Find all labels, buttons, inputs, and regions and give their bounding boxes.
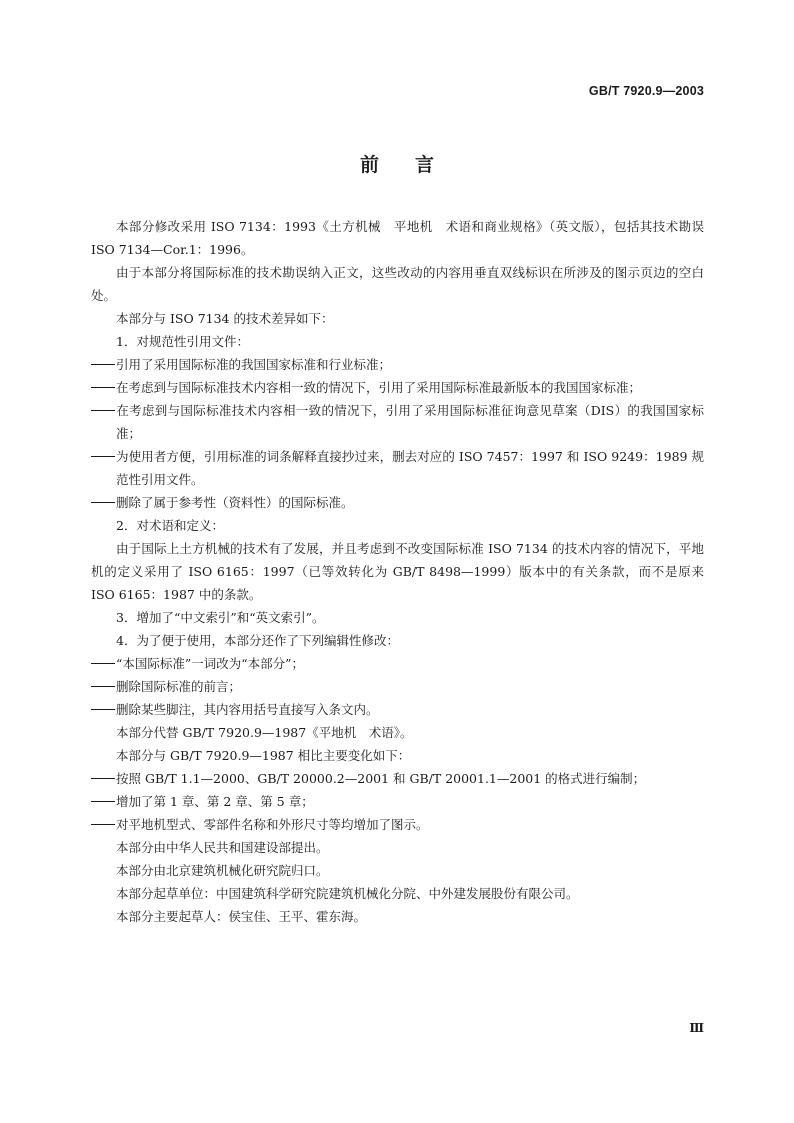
- em-dash-marker: [91, 502, 115, 503]
- dash-item: 增加了第 1 章、第 2 章、第 5 章；: [91, 790, 704, 813]
- list-heading-normative-references: 1．对规范性引用文件：: [116, 334, 249, 349]
- paragraph-definition-change: 由于国际上土方机械的技术有了发展，并且考虑到不改变国际标准 ISO 7134 的技术内容的情况下，平地机的定义采用了 ISO 6165：1997（已等效转化为 GB/T 8498—1999）版本中的有关条款，而不是原来 ISO 6165：1987 中的条款。: [91, 541, 704, 602]
- dash-item: 按照 GB/T 1.1—2000、GB/T 20000.2—2001 和 GB/T 20001.1—2001 的格式进行编制；: [91, 767, 704, 790]
- dash-item: 删除了属于参考性（资料性）的国际标准。: [91, 491, 704, 514]
- paragraph-administrator: 本部分由北京建筑机械化研究院归口。: [116, 863, 329, 878]
- list-heading-terms: 2．对术语和定义：: [116, 518, 224, 533]
- dash-item: 删除国际标准的前言；: [91, 675, 704, 698]
- paragraph-proposer: 本部分由中华人民共和国建设部提出。: [116, 840, 329, 855]
- paragraph-adoption: 本部分修改采用 ISO 7134：1993《土方机械 平地机 术语和商业规格》（英文版），包括其技术勘误 ISO 7134—Cor.1：1996。: [91, 219, 704, 257]
- dash-item: 为使用者方便，引用标准的词条解释直接抄过来，删去对应的 ISO 7457：1997 和 ISO 9249：1989 规范性引用文件。: [91, 445, 704, 491]
- em-dash-marker: [91, 456, 115, 457]
- em-dash-marker: [91, 387, 115, 388]
- paragraph-corrigendum: 由于本部分将国际标准的技术勘误纳入正文，这些改动的内容用垂直双线标识在所涉及的图示页边的空白处。: [91, 265, 704, 303]
- paragraph-drafters: 本部分主要起草人：侯宝佳、王平、霍东海。: [116, 909, 367, 924]
- em-dash-marker: [91, 364, 115, 365]
- em-dash-marker: [91, 778, 115, 779]
- paragraph-drafting-units: 本部分起草单位：中国建筑科学研究院建筑机械化分院、中外建发展股份有限公司。: [116, 886, 579, 901]
- list-heading-editorial: 4．为了便于使用，本部分还作了下列编辑性修改：: [116, 633, 399, 648]
- paragraph-changes-intro: 本部分与 GB/T 7920.9—1987 相比主要变化如下：: [116, 748, 411, 763]
- list-heading-index: 3．增加了“中文索引”和“英文索引”。: [116, 610, 325, 625]
- page-number: Ⅲ: [689, 1021, 704, 1035]
- paragraph-supersedes: 本部分代替 GB/T 7920.9—1987《平地机 术语》。: [116, 725, 413, 740]
- foreword-body: [91, 215, 704, 928]
- dash-item: 引用了采用国际标准的我国国家标准和行业标准；: [91, 353, 704, 376]
- dash-item: 对平地机型式、零部件名称和外形尺寸等均增加了图示。: [91, 813, 704, 836]
- em-dash-marker: [91, 663, 115, 664]
- paragraph-differences-intro: 本部分与 ISO 7134 的技术差异如下：: [116, 311, 334, 326]
- em-dash-marker: [91, 709, 115, 710]
- dash-item: 在考虑到与国际标准技术内容相一致的情况下，引用了采用国际标准征询意见草案（DIS）的我国国家标准；: [91, 399, 704, 445]
- em-dash-marker: [91, 686, 115, 687]
- em-dash-marker: [91, 801, 115, 802]
- standard-code: GB/T 7920.9—2003: [588, 84, 704, 98]
- em-dash-marker: [91, 824, 115, 825]
- em-dash-marker: [91, 410, 115, 411]
- dash-item: “本国际标准”一词改为“本部分”；: [91, 652, 704, 675]
- dash-item: 在考虑到与国际标准技术内容相一致的情况下，引用了采用国际标准最新版本的我国国家标准；: [91, 376, 704, 399]
- page-title: 前言: [359, 154, 470, 176]
- dash-item: 删除某些脚注，其内容用括号直接写入条文内。: [91, 698, 704, 721]
